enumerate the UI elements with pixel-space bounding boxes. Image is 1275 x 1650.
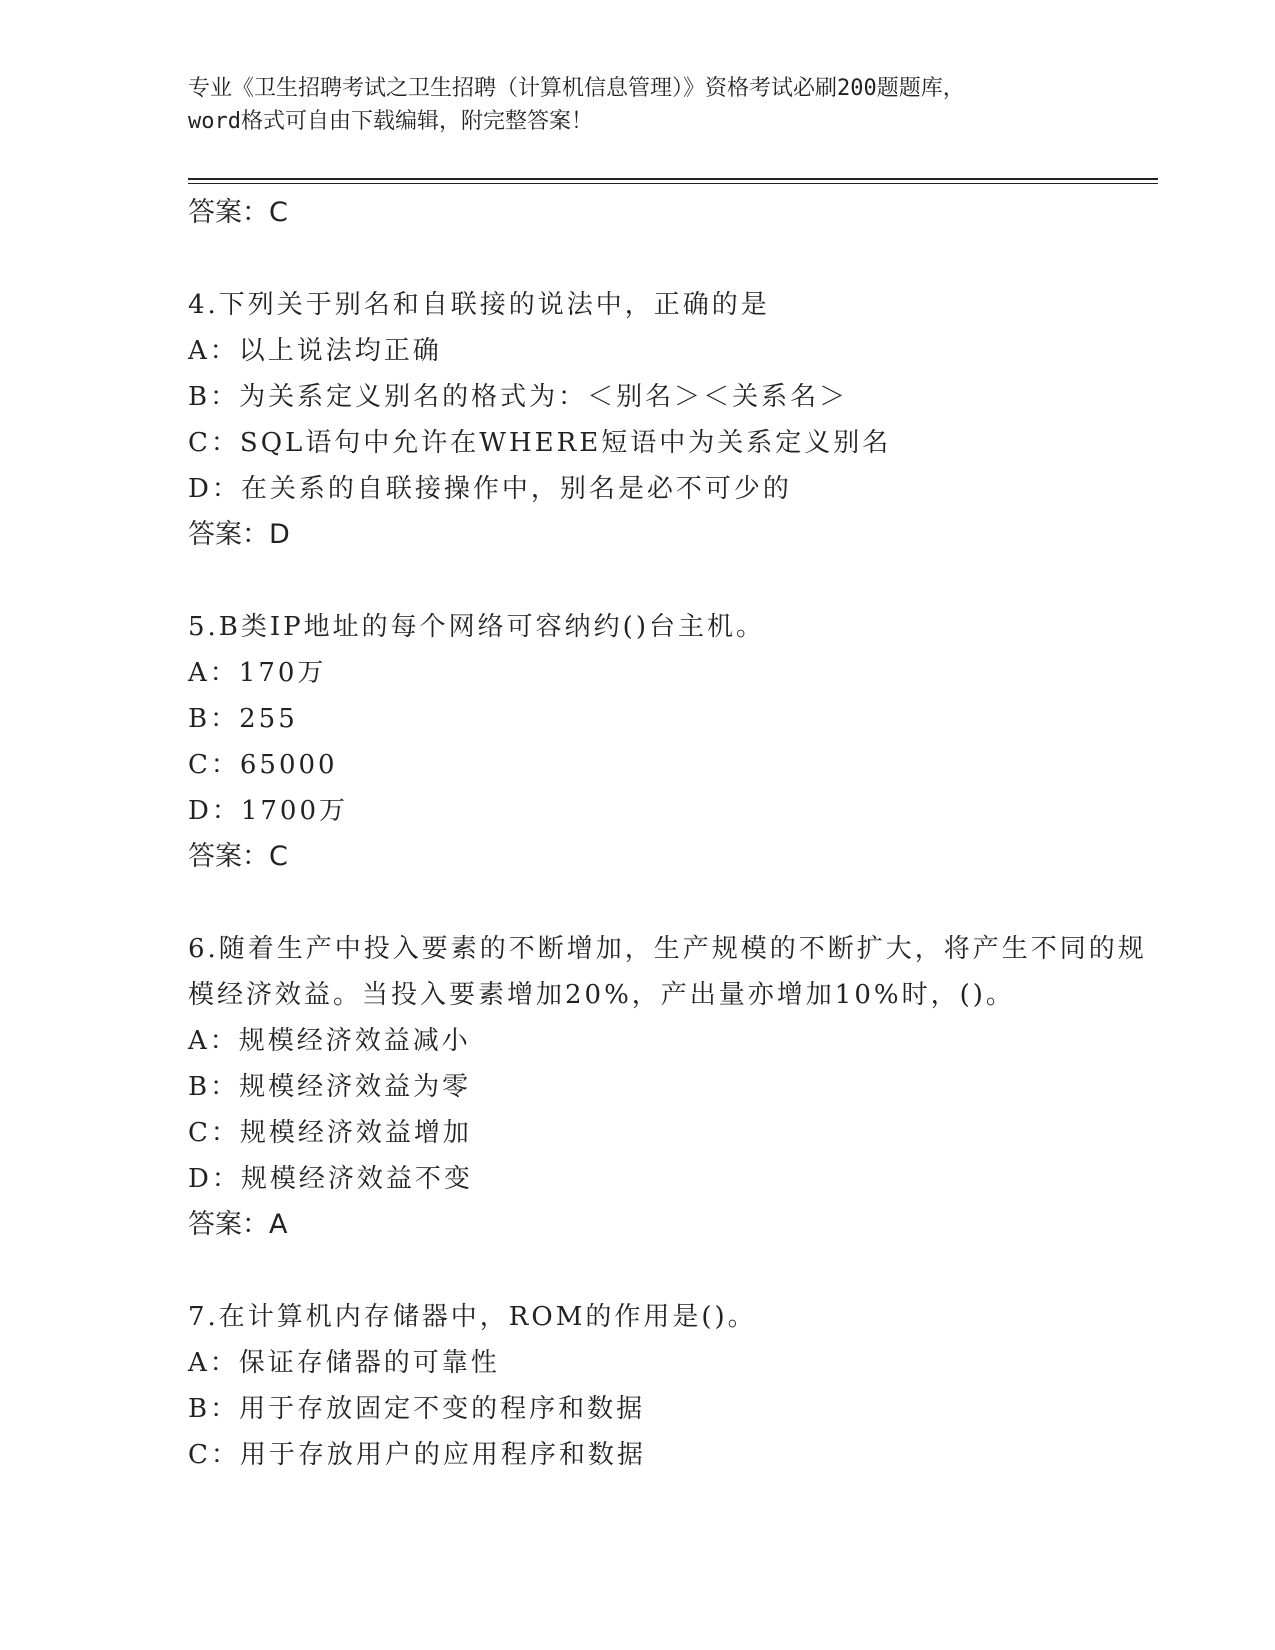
header-title-line-1: 专业《卫生招聘考试之卫生招聘（计算机信息管理）》资格考试必刷200题题库，: [188, 76, 965, 101]
answer-line: [188, 834, 1168, 880]
question-text: 4.下列关于别名和自联接的说法中，正确的是: [188, 290, 770, 320]
spacer: [188, 880, 1168, 926]
spacer: [188, 1248, 1168, 1294]
option-a: A：以上说法均正确: [188, 336, 442, 366]
question-list: [188, 190, 1168, 1478]
option-a: A：170万: [188, 658, 327, 688]
option-b: B：为关系定义别名的格式为：＜别名＞＜关系名＞: [188, 382, 849, 412]
option-c: C：规模经济效益增加: [188, 1118, 472, 1148]
question-item: [188, 926, 1168, 1248]
answer-value: A: [269, 1209, 288, 1240]
option-b: B：规模经济效益为零: [188, 1072, 472, 1102]
option-d: D：规模经济效益不变: [188, 1164, 473, 1194]
answer-label: 答案：: [188, 1209, 269, 1240]
answer-value: D: [269, 519, 290, 550]
option-b: B：用于存放固定不变的程序和数据: [188, 1394, 646, 1424]
answer-label: 答案：: [188, 841, 269, 872]
answer-line: [188, 1202, 1168, 1248]
answer-label: 答案：: [188, 197, 269, 228]
option-a: A：规模经济效益减小: [188, 1026, 471, 1056]
header-divider-thin: [188, 183, 1158, 184]
option-c: C：SQL语句中允许在WHERE短语中为关系定义别名: [188, 428, 892, 458]
question-text: 6.随着生产中投入要素的不断增加，生产规模的不断扩大，将产生不同的规模经济效益。当投入要素增加20%，产出量亦增加10%时，()。: [188, 934, 1147, 1010]
answer-value: C: [269, 841, 288, 872]
question-text: 7.在计算机内存储器中，ROM的作用是()。: [188, 1302, 757, 1332]
question-text: 5.B类IP地址的每个网络可容纳约()台主机。: [188, 612, 765, 642]
answer-line: [188, 190, 1168, 236]
header-title-line-2: word格式可自由下载编辑，附完整答案！: [188, 109, 593, 134]
option-d: D：在关系的自联接操作中，别名是必不可少的: [188, 474, 792, 504]
question-item: [188, 1294, 1168, 1478]
question-item: [188, 604, 1168, 880]
spacer: [188, 558, 1168, 604]
option-c: C：用于存放用户的应用程序和数据: [188, 1440, 646, 1470]
option-d: D：1700万: [188, 796, 349, 826]
option-b: B：255: [188, 704, 298, 734]
question-item: [188, 282, 1168, 558]
option-c: C：65000: [188, 750, 338, 780]
answer-label: 答案：: [188, 519, 269, 550]
option-a: A：保证存储器的可靠性: [188, 1348, 500, 1378]
header-divider: [188, 178, 1158, 180]
answer-value: C: [269, 197, 288, 228]
answer-line: [188, 512, 1168, 558]
spacer: [188, 236, 1168, 282]
document-header: [188, 72, 1088, 138]
